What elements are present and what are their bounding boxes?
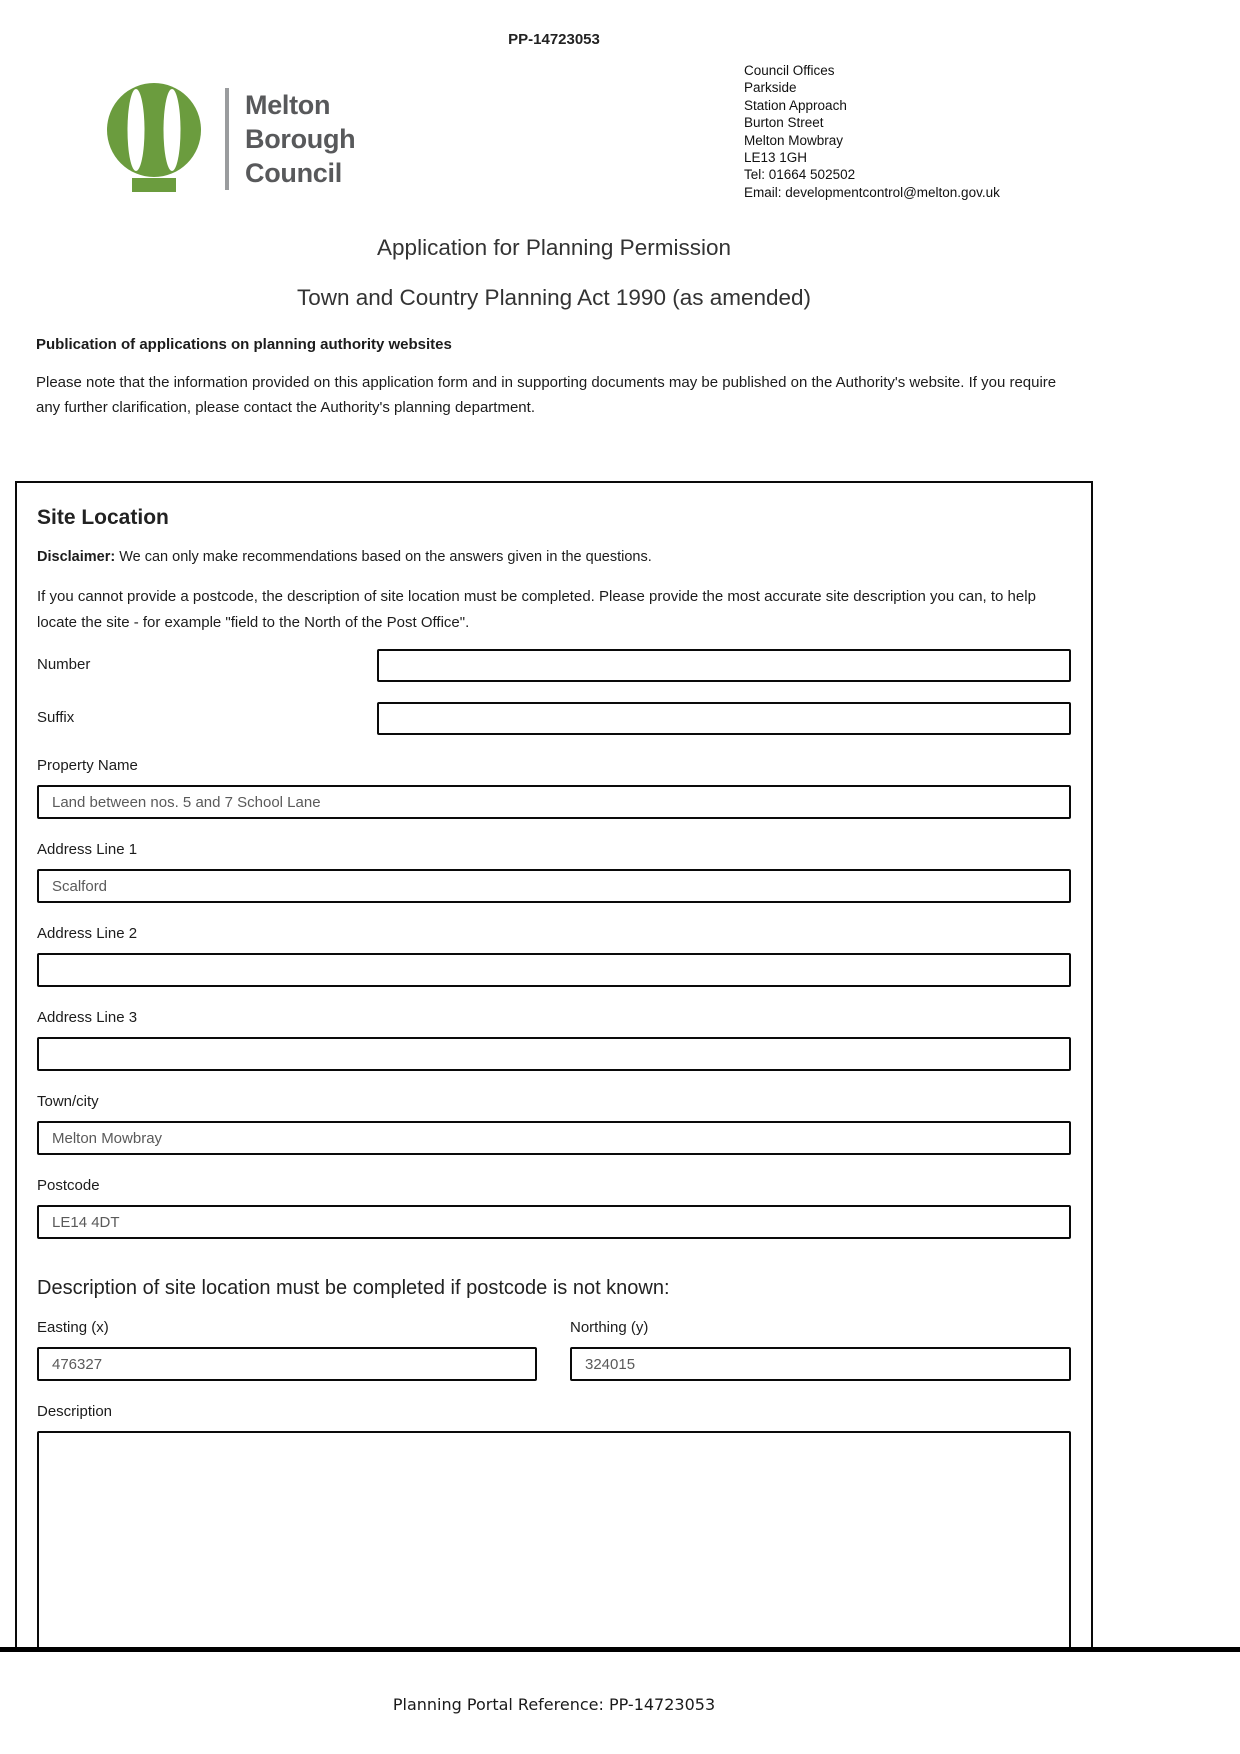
coordinates-row: [37, 1318, 1071, 1381]
northing-field: [570, 1318, 1071, 1381]
easting-field: [37, 1318, 537, 1381]
address-line: Parkside: [744, 80, 797, 96]
property-name-field: [37, 756, 1071, 819]
description-requirement-heading: Description of site location must be completed if postcode is not known:: [37, 1277, 670, 1299]
address-line: Melton Mowbray: [744, 132, 844, 148]
address-line: Station Approach: [744, 97, 847, 113]
address-line-2-input[interactable]: [37, 953, 1071, 987]
portal-reference-footer: Planning Portal Reference: PP-14723053: [392, 1695, 716, 1714]
postcode-field: [37, 1176, 1071, 1239]
council-address: [744, 62, 1000, 201]
page-break-rule: [0, 1647, 1240, 1652]
northing-input[interactable]: [570, 1347, 1071, 1381]
disclaimer-label: Disclaimer:: [37, 549, 116, 565]
council-name-line: Melton: [245, 90, 331, 120]
form-subtitle: Town and Country Planning Act 1990 (as amended): [296, 285, 812, 310]
address-line-1-input[interactable]: [37, 869, 1071, 903]
disclaimer-text: [37, 546, 1071, 568]
address-line-2-label: Address Line 2: [37, 925, 138, 942]
address-line: LE13 1GH: [744, 150, 808, 166]
publication-note-heading: Publication of applications on planning authority websites: [36, 336, 452, 353]
town-city-label: Town/city: [37, 1093, 99, 1110]
address-line-2-field: [37, 924, 1071, 987]
suffix-label: Suffix: [37, 709, 75, 726]
town-city-input[interactable]: [37, 1121, 1071, 1155]
form-title: Application for Planning Permission: [377, 235, 731, 260]
suffix-input[interactable]: [377, 702, 1071, 735]
section-heading: Site Location: [37, 506, 169, 529]
description-textarea[interactable]: [37, 1431, 1071, 1650]
number-input[interactable]: [377, 649, 1071, 682]
northing-label: Northing (y): [570, 1319, 649, 1336]
council-name: [245, 88, 355, 190]
description-label: Description: [37, 1403, 113, 1420]
address-line-3-input[interactable]: [37, 1037, 1071, 1071]
disclaimer-body: We can only make recommendations based on the answers given in the questions.: [115, 549, 652, 565]
postcode-instructions: If you cannot provide a postcode, the description of site location must be completed. Please provide the most accurate site description you can, to help locate the site - for example "field to the North of the Post Office".: [37, 588, 1036, 631]
property-name-input[interactable]: [37, 785, 1071, 819]
logo-divider: [225, 88, 229, 190]
number-label: Number: [37, 656, 91, 673]
town-city-field: [37, 1092, 1071, 1155]
pork-pie-logo-icon: [95, 83, 213, 195]
postcode-input[interactable]: [37, 1205, 1071, 1239]
application-reference: PP-14723053: [508, 31, 600, 48]
easting-label: Easting (x): [37, 1319, 109, 1336]
property-name-label: Property Name: [37, 757, 138, 774]
address-line: Council Offices: [744, 63, 835, 78]
postcode-label: Postcode: [37, 1177, 100, 1194]
number-field-row: [37, 649, 1071, 682]
address-line-tel: Tel: 01664 502502: [744, 167, 856, 183]
address-line-3-field: [37, 1008, 1071, 1071]
address-line-1-label: Address Line 1: [37, 841, 138, 858]
site-location-section: [15, 481, 1093, 1650]
easting-input[interactable]: [37, 1347, 537, 1381]
suffix-field-row: [37, 702, 1071, 735]
address-line-3-label: Address Line 3: [37, 1009, 138, 1026]
description-field: [37, 1402, 1071, 1650]
council-name-line: Council: [245, 158, 342, 188]
address-line-email: Email: developmentcontrol@melton.gov.uk: [744, 184, 1000, 200]
address-line-1-field: [37, 840, 1071, 903]
council-name-line: Borough: [245, 124, 356, 154]
address-line: Burton Street: [744, 115, 824, 131]
publication-note-body: Please note that the information provided on this application form and in supporting documents may be published on the Authority's website. If you require any further clarification, please contact the Authority's planning department.: [36, 374, 1057, 416]
council-logo: [95, 83, 355, 195]
